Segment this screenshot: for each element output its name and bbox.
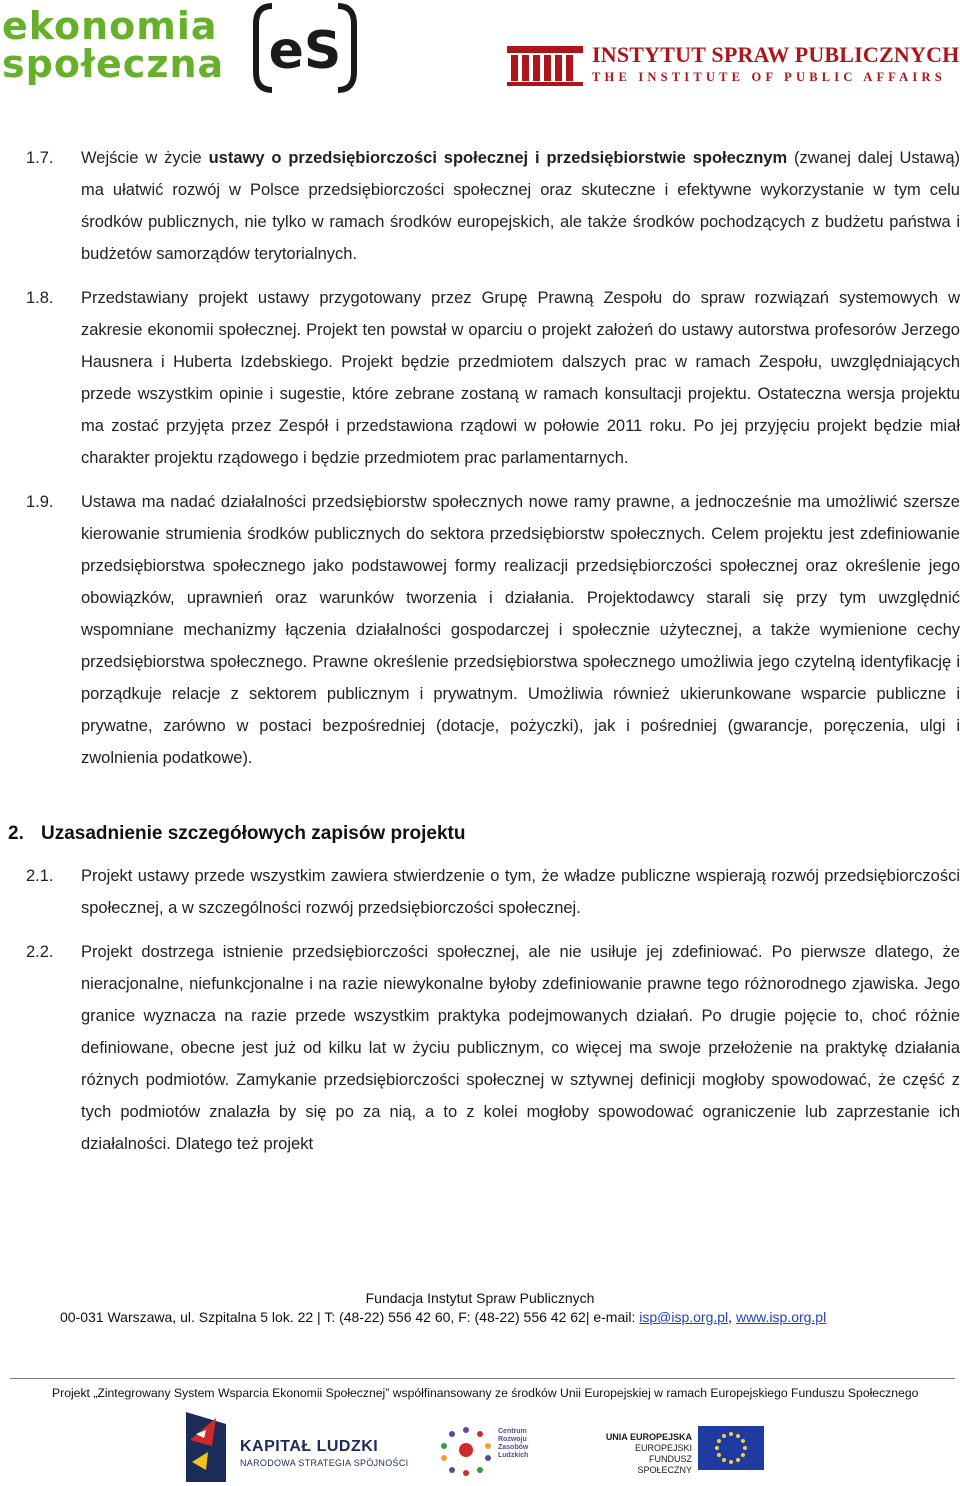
contact-details: 00-031 Warszawa, ul. Szpitalna 5 lok. 22 | T: (48-22) 556 42 60, F: (48-22) 556 42 62| e-mail: xyxy=(60,1309,640,1325)
eu-line-3: FUNDUSZ SPOŁECZNY xyxy=(637,1454,692,1475)
paragraph-number: 2.2. xyxy=(26,943,54,961)
es-logo-text: eS xyxy=(268,21,342,81)
isp-subtitle: THE INSTITUTE OF PUBLIC AFFAIRS xyxy=(592,70,946,84)
paragraph-number: 1.9. xyxy=(26,493,54,511)
section-heading-2 xyxy=(8,820,960,848)
website-link[interactable]: www.isp.org.pl xyxy=(735,1309,827,1325)
footer-contact xyxy=(60,1309,826,1325)
kapital-ludzki-subtitle: NARODOWA STRATEGIA SPÓJNOŚCI xyxy=(240,1458,409,1468)
document-body xyxy=(8,140,960,1160)
section-number: 2. xyxy=(8,823,24,844)
ekonomia-spoleczna-logo-line1: ekonomia xyxy=(2,4,218,48)
isp-columns-logo xyxy=(505,44,585,86)
paragraph-number: 1.8. xyxy=(26,289,54,307)
paragraph-2-2 xyxy=(26,936,960,1160)
crzl-line: Centrum xyxy=(498,1428,527,1435)
link-separator: , xyxy=(728,1309,736,1325)
footer-project-line: Projekt „Zintegrowany System Wsparcia Ekonomii Społecznej” współfinansowany ze środków Unii Europejskiej w ramach Europejskiego Funduszu Społecznego xyxy=(52,1386,919,1400)
paragraph-text: Projekt ustawy przede wszystkim zawiera stwierdzenie o tym, że władze publiczne wspierają rozwój przedsiębiorczości społecznej, a w szczególności rozwój przedsiębiorczości społecznej. xyxy=(81,867,960,917)
crzl-line: Zasobów xyxy=(498,1444,529,1451)
page-header xyxy=(0,0,960,100)
paragraph-text: Wejście w życie xyxy=(81,149,209,167)
crzl-line: Ludzkich xyxy=(498,1452,529,1459)
ekonomia-spoleczna-logo-line2: społeczna xyxy=(2,42,225,86)
email-link[interactable]: isp@isp.org.pl xyxy=(639,1309,729,1325)
eu-fund-text xyxy=(596,1432,692,1476)
paragraph-text: Przedstawiany projekt ustawy przygotowany przez Grupę Prawną Zespołu do spraw rozwiązań systemowych w zakresie ekonomii społecznej. Projekt ten powstał w oparciu o projekt założeń do ustawy autorstwa profesorów Jerzego Hausnera i Huberta Izdebskiego. Projekt będzie przedmiotem dalszych prac w ramach Zespołu, uwzględniających przede wszystkim opinie i sugestie, które zebrane zostaną w ramach konsultacji projektu. Ostateczna wersja projektu ma zostać przyjęta przez Zespół i przedstawiona rządowi w połowie 2011 roku. Po jej przyjęciu projekt będzie miał charakter projektu rządowego i będzie przedmiotem prac parlamentarnych. xyxy=(81,289,960,467)
es-logo-mark xyxy=(250,2,360,94)
paragraph-1-8 xyxy=(26,282,960,474)
paragraph-text: (zwanej dalej Ustawą) ma ułatwić rozwój w Polsce przedsiębiorczości społecznej oraz skuteczne i efektywne wykorzystanie w tym celu środków publicznych, nie tylko w ramach środków europejskich, ale także środków pochodzących z budżetu państwa i budżetów samorządów terytorialnych. xyxy=(81,149,960,263)
paragraph-number: 1.7. xyxy=(26,149,54,167)
paragraph-2-1 xyxy=(26,860,960,924)
isp-name: INSTYTUT SPRAW PUBLICZNYCH xyxy=(592,42,960,67)
eu-flag-icon xyxy=(698,1426,764,1470)
section-title: Uzasadnienie szczegółowych zapisów projektu xyxy=(41,823,466,844)
crzl-line: Rozwoju xyxy=(498,1436,527,1443)
kapital-ludzki-logo-icon xyxy=(186,1412,226,1482)
paragraph-1-9 xyxy=(26,486,960,774)
crzl-text xyxy=(498,1428,528,1460)
eu-line-2: EUROPEJSKI xyxy=(634,1443,692,1453)
eu-line-1: UNIA EUROPEJSKA xyxy=(605,1432,692,1442)
footer-divider xyxy=(10,1378,955,1379)
paragraph-text: Ustawa ma nadać działalności przedsiębiorstw społecznych nowe ramy prawne, a jednocześnie ma umożliwić szersze kierowanie strumienia środków publicznych do sektora przedsiębiorstw społecznych. Celem projektu jest zdefiniowanie przedsiębiorstwa społecznego jako podstawowej formy realizacji przedsiębiorczości społecznej oraz określenie jego obowiązków, uprawnień oraz warunków tworzenia i działania. Projektodawcy starali się przy tym uwzględnić wspomniane mechanizmy łączenia działalności gospodarczej i społecznie użytecznej, a także wymienione cechy przedsiębiorstwa społecznego. Prawne określenie przedsiębiorstwa społecznego umożliwia jego czytelną identyfikację i porządkuje relacje z sektorem publicznym i prywatnym. Umożliwia również ukierunkowane wsparcie publiczne i prywatne, zarówno w postaci bezpośredniej (dotacje, pożyczki), jak i pośredniej (gwarancje, poręczenia, ulgi i zwolnienia podatkowe). xyxy=(81,493,960,767)
paragraph-text: Projekt dostrzega istnienie przedsiębiorczości społecznej, ale nie usiłuje jej zdefiniować. Po pierwsze dlatego, że nieracjonalne, niefunkcjonalne i na razie niewykonalne byłoby zdefiniowanie prawne tego różnorodnego zjawiska. Jego granice wyznacza na razie przede wszystkim praktyka podejmowanych działań. Po drugie pojęcie to, choć różnie definiowane, obecne jest już od kilku lat w życiu publicznym, co więcej ma swoje przełożenie na praktykę działania różnych podmiotów. Zamykanie przedsiębiorczości społecznej w sztywnej definicji mogłoby spowodować, że część z tych podmiotów znalazła by się po za nią, a to z kolei mogłoby spowodować ograniczenie lub zaprzestanie ich działalności. Dlatego też projekt xyxy=(81,943,960,1153)
paragraph-1-7 xyxy=(26,142,960,270)
paragraph-number: 2.1. xyxy=(26,867,54,885)
footer-organization: Fundacja Instytut Spraw Publicznych xyxy=(365,1290,595,1306)
paragraph-text-bold: ustawy o przedsiębiorczości społecznej i przedsiębiorstwie społecznym xyxy=(208,149,788,167)
crzl-logo-icon xyxy=(438,1424,494,1476)
kapital-ludzki-title: KAPITAŁ LUDZKI xyxy=(240,1438,379,1455)
